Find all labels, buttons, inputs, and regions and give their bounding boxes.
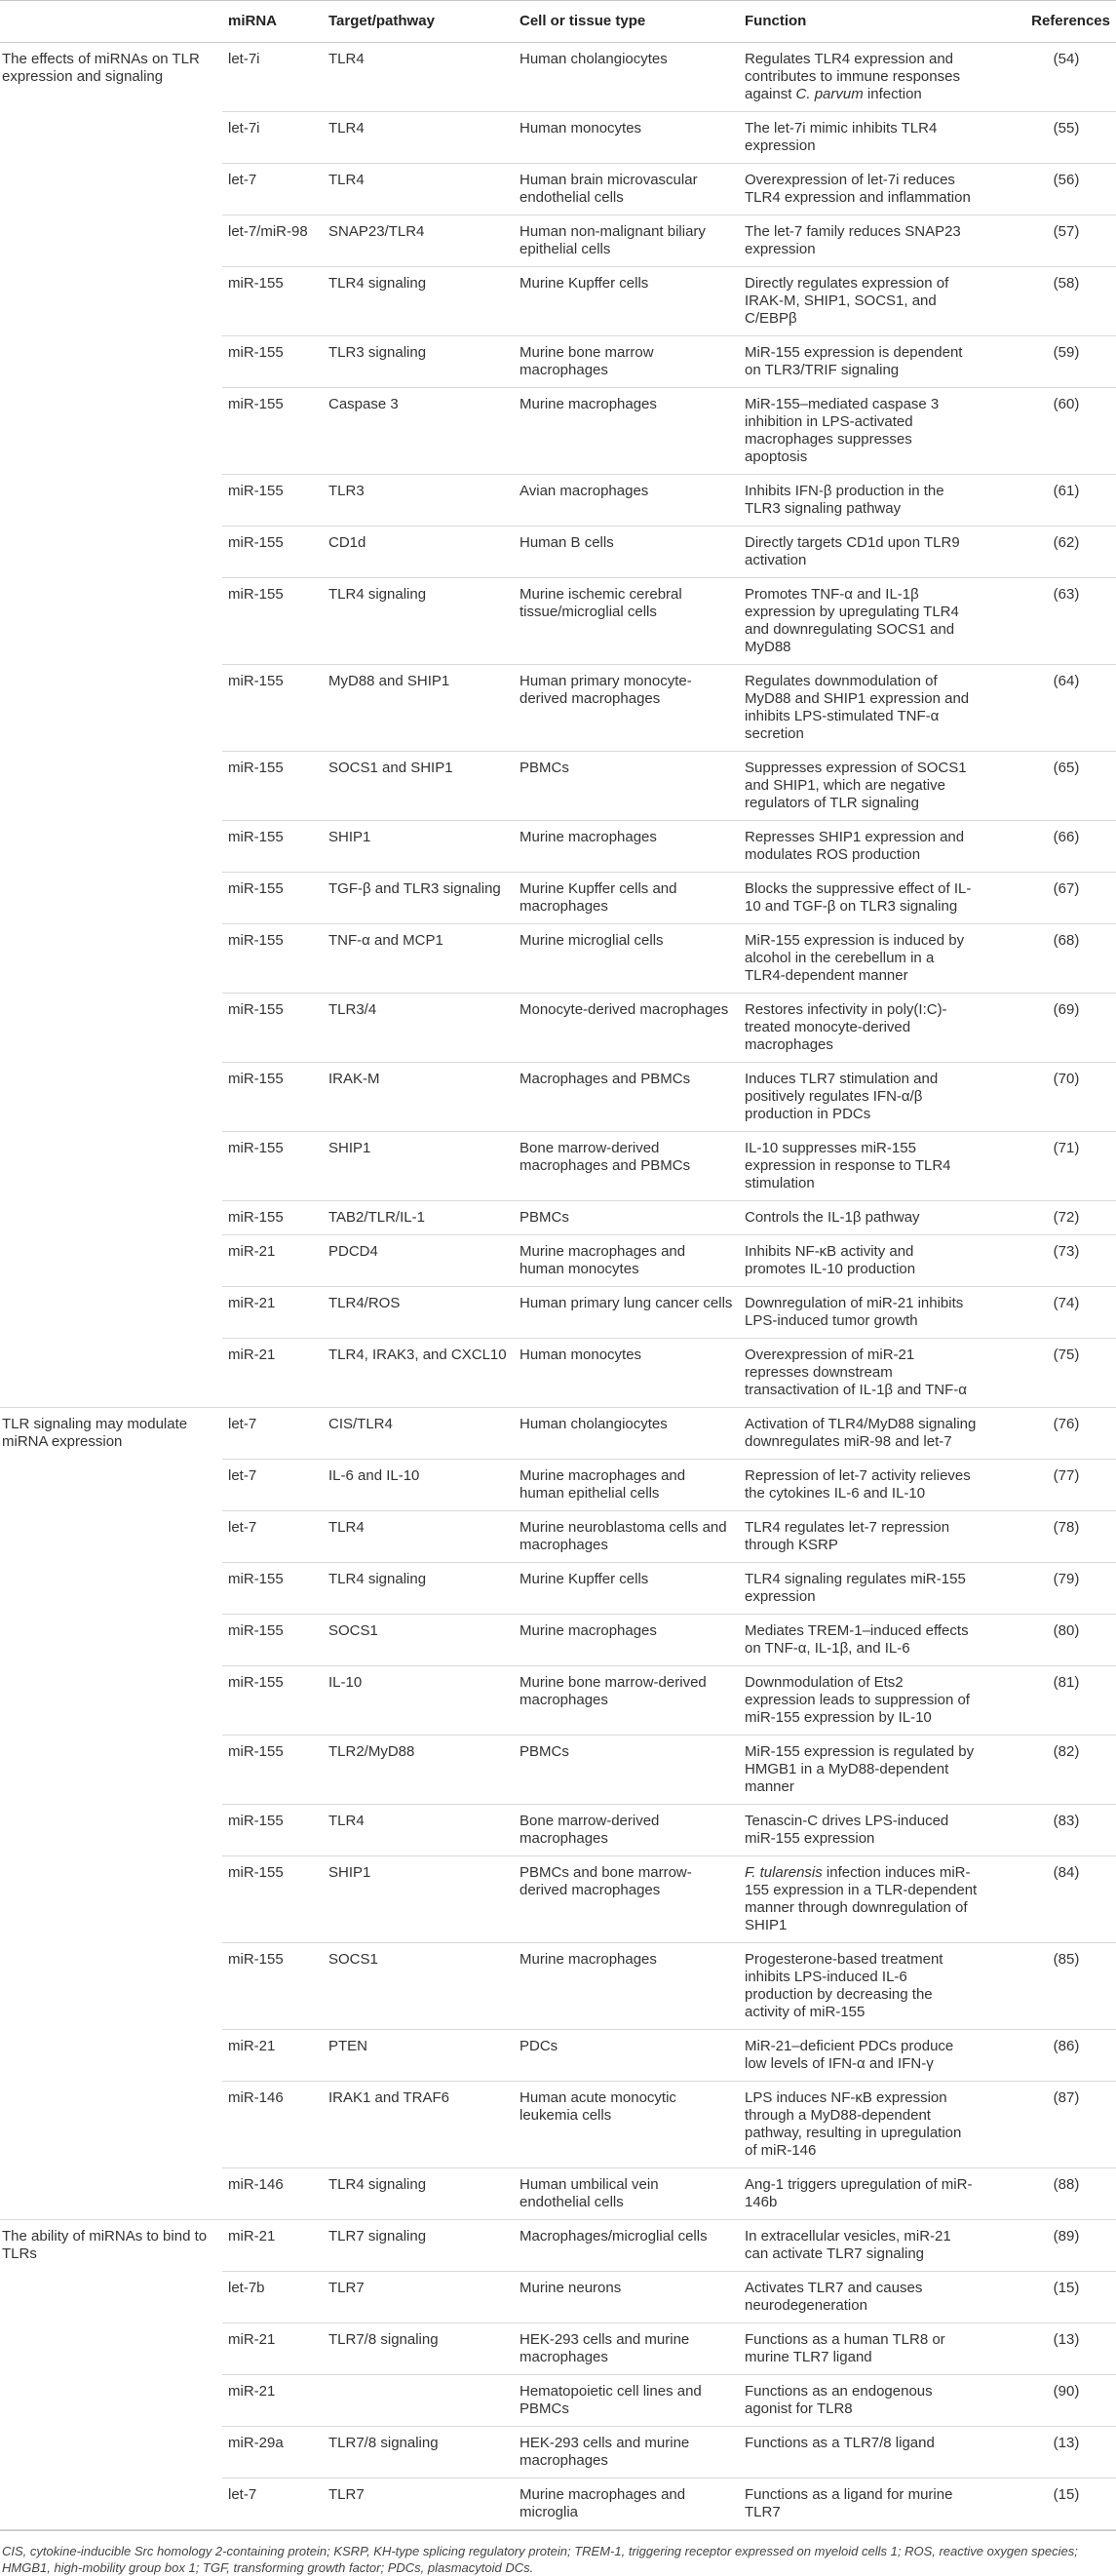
table-row bbox=[0, 2375, 1116, 2427]
header-row bbox=[0, 1, 1116, 43]
cell-target: TLR7 bbox=[323, 2272, 514, 2323]
cell-mirna: let-7i bbox=[222, 112, 323, 164]
cell-tissue: Murine macrophages bbox=[514, 388, 739, 475]
cell-target: TLR3/4 bbox=[323, 994, 514, 1063]
cell-reference: (67) bbox=[983, 873, 1116, 924]
cell-target: TLR4 bbox=[323, 164, 514, 215]
cell-function: Functions as a human TLR8 or murine TLR7 ligand bbox=[739, 2323, 983, 2375]
cell-tissue: PBMCs bbox=[514, 1736, 739, 1805]
table-row bbox=[0, 2478, 1116, 2530]
cell-mirna: miR-146 bbox=[222, 2082, 323, 2168]
cell-target: SNAP23/TLR4 bbox=[323, 215, 514, 267]
cell-function: Induces TLR7 stimulation and positively regulates IFN-α/β production in PDCs bbox=[739, 1063, 983, 1132]
table-row bbox=[0, 2220, 1116, 2272]
cell-function: MiR-155 expression is dependent on TLR3/TRIF signaling bbox=[739, 336, 983, 388]
table-row bbox=[0, 2272, 1116, 2323]
table-row bbox=[0, 821, 1116, 873]
cell-target: SOCS1 bbox=[323, 1615, 514, 1666]
cell-target: TGF-β and TLR3 signaling bbox=[323, 873, 514, 924]
cell-mirna: let-7/miR-98 bbox=[222, 215, 323, 267]
table-row bbox=[0, 527, 1116, 578]
cell-target: TLR4 bbox=[323, 1511, 514, 1563]
cell-function: MiR-155–mediated caspase 3 inhibition in LPS-activated macrophages suppresses apoptosis bbox=[739, 388, 983, 475]
header-references: References bbox=[983, 1, 1116, 43]
cell-mirna: miR-155 bbox=[222, 336, 323, 388]
cell-target: IL-10 bbox=[323, 1666, 514, 1736]
cell-mirna: miR-21 bbox=[222, 2323, 323, 2375]
cell-tissue: Murine macrophages bbox=[514, 1615, 739, 1666]
cell-reference: (15) bbox=[983, 2478, 1116, 2530]
header-function: Function bbox=[739, 1, 983, 43]
group-label bbox=[0, 1666, 222, 1736]
cell-tissue: Hematopoietic cell lines and PBMCs bbox=[514, 2375, 739, 2427]
table-row bbox=[0, 336, 1116, 388]
cell-target: TLR7 bbox=[323, 2478, 514, 2530]
cell-function: Functions as an endogenous agonist for TLR8 bbox=[739, 2375, 983, 2427]
cell-target: TLR2/MyD88 bbox=[323, 1736, 514, 1805]
cell-tissue: HEK-293 cells and murine macrophages bbox=[514, 2427, 739, 2478]
cell-reference: (73) bbox=[983, 1235, 1116, 1287]
cell-target: TLR4/ROS bbox=[323, 1287, 514, 1339]
cell-reference: (71) bbox=[983, 1132, 1116, 1201]
cell-tissue: Human monocytes bbox=[514, 112, 739, 164]
table-row bbox=[0, 873, 1116, 924]
table-row bbox=[0, 112, 1116, 164]
cell-mirna: miR-155 bbox=[222, 1615, 323, 1666]
cell-target: TLR7 signaling bbox=[323, 2220, 514, 2272]
cell-tissue: Human primary monocyte-derived macrophages bbox=[514, 665, 739, 752]
cell-function: The let-7 family reduces SNAP23 expression bbox=[739, 215, 983, 267]
cell-function: MiR-21–deficient PDCs produce low levels of IFN-α and IFN-γ bbox=[739, 2030, 983, 2082]
cell-reference: (58) bbox=[983, 267, 1116, 336]
cell-tissue: Monocyte-derived macrophages bbox=[514, 994, 739, 1063]
cell-reference: (55) bbox=[983, 112, 1116, 164]
group-label bbox=[0, 1943, 222, 2030]
group-label bbox=[0, 164, 222, 215]
cell-reference: (69) bbox=[983, 994, 1116, 1063]
cell-tissue: HEK-293 cells and murine macrophages bbox=[514, 2323, 739, 2375]
cell-reference: (65) bbox=[983, 752, 1116, 821]
group-label bbox=[0, 336, 222, 388]
group-label bbox=[0, 1201, 222, 1235]
cell-reference: (13) bbox=[983, 2427, 1116, 2478]
header-target: Target/pathway bbox=[323, 1, 514, 43]
group-label bbox=[0, 2478, 222, 2530]
cell-tissue: PBMCs and bone marrow-derived macrophages bbox=[514, 1856, 739, 1943]
cell-target: TLR3 signaling bbox=[323, 336, 514, 388]
cell-mirna: miR-155 bbox=[222, 1201, 323, 1235]
cell-reference: (74) bbox=[983, 1287, 1116, 1339]
table-row bbox=[0, 994, 1116, 1063]
table-row bbox=[0, 164, 1116, 215]
group-label: The effects of miRNAs on TLR expression and signaling bbox=[2, 51, 200, 85]
cell-target: IRAK-M bbox=[323, 1063, 514, 1132]
cell-mirna: miR-155 bbox=[222, 527, 323, 578]
group-label bbox=[0, 1339, 222, 1408]
cell-mirna: miR-155 bbox=[222, 873, 323, 924]
cell-tissue: Human primary lung cancer cells bbox=[514, 1287, 739, 1339]
cell-reference: (63) bbox=[983, 578, 1116, 665]
cell-target: SHIP1 bbox=[323, 1856, 514, 1943]
cell-mirna: miR-21 bbox=[222, 1287, 323, 1339]
cell-reference: (86) bbox=[983, 2030, 1116, 2082]
cell-target: TLR4 bbox=[323, 1805, 514, 1856]
cell-mirna: miR-155 bbox=[222, 665, 323, 752]
group-label bbox=[0, 388, 222, 475]
cell-function: Regulates downmodulation of MyD88 and SHIP1 expression and inhibits LPS-stimulated TNF-α secretion bbox=[739, 665, 983, 752]
cell-reference: (60) bbox=[983, 388, 1116, 475]
cell-function: Suppresses expression of SOCS1 and SHIP1, which are negative regulators of TLR signaling bbox=[739, 752, 983, 821]
cell-mirna: let-7 bbox=[222, 164, 323, 215]
table-row bbox=[0, 578, 1116, 665]
cell-reference: (57) bbox=[983, 215, 1116, 267]
table-row bbox=[0, 1201, 1116, 1235]
cell-reference: (61) bbox=[983, 475, 1116, 527]
group-label bbox=[0, 994, 222, 1063]
header-category bbox=[0, 1, 222, 43]
cell-tissue: Human non-malignant biliary epithelial cells bbox=[514, 215, 739, 267]
cell-function: Tenascin-C drives LPS-induced miR-155 expression bbox=[739, 1805, 983, 1856]
cell-function: MiR-155 expression is regulated by HMGB1 in a MyD88-dependent manner bbox=[739, 1736, 983, 1805]
cell-function: Ang-1 triggers upregulation of miR-146b bbox=[739, 2168, 983, 2220]
group-label bbox=[0, 112, 222, 164]
cell-function: Directly regulates expression of IRAK-M, SHIP1, SOCS1, and C/EBPβ bbox=[739, 267, 983, 336]
group-label bbox=[0, 1856, 222, 1943]
group-label bbox=[0, 665, 222, 752]
cell-function: Mediates TREM-1–induced effects on TNF-α, IL-1β, and IL-6 bbox=[739, 1615, 983, 1666]
cell-tissue: Murine macrophages and microglia bbox=[514, 2478, 739, 2530]
cell-target: TLR4 signaling bbox=[323, 267, 514, 336]
cell-function: Blocks the suppressive effect of IL-10 and TGF-β on TLR3 signaling bbox=[739, 873, 983, 924]
cell-mirna: miR-155 bbox=[222, 924, 323, 994]
group-label bbox=[0, 1563, 222, 1615]
header-cell: Cell or tissue type bbox=[514, 1, 739, 43]
table-row bbox=[0, 1511, 1116, 1563]
group-label bbox=[0, 2427, 222, 2478]
cell-target: IRAK1 and TRAF6 bbox=[323, 2082, 514, 2168]
cell-reference: (85) bbox=[983, 1943, 1116, 2030]
group-label bbox=[0, 2272, 222, 2323]
group-label bbox=[0, 1615, 222, 1666]
cell-function: Directly targets CD1d upon TLR9 activation bbox=[739, 527, 983, 578]
cell-function: Downregulation of miR-21 inhibits LPS-induced tumor growth bbox=[739, 1287, 983, 1339]
cell-mirna: miR-155 bbox=[222, 1943, 323, 2030]
table-row bbox=[0, 1563, 1116, 1615]
table-row bbox=[0, 1132, 1116, 1201]
cell-tissue: Human monocytes bbox=[514, 1339, 739, 1408]
cell-tissue: Human acute monocytic leukemia cells bbox=[514, 2082, 739, 2168]
table-row bbox=[0, 752, 1116, 821]
table-row bbox=[0, 924, 1116, 994]
cell-function: F. tularensis infection induces miR-155 expression in a TLR-dependent manner through downregulation of SHIP1 bbox=[739, 1856, 983, 1943]
group-label bbox=[0, 1805, 222, 1856]
cell-target bbox=[323, 2375, 514, 2427]
cell-function: Functions as a ligand for murine TLR7 bbox=[739, 2478, 983, 2530]
cell-function: Promotes TNF-α and IL-1β expression by upregulating TLR4 and downregulating SOCS1 and MyD88 bbox=[739, 578, 983, 665]
cell-function: Represses SHIP1 expression and modulates ROS production bbox=[739, 821, 983, 873]
group-label bbox=[0, 527, 222, 578]
cell-tissue: Murine neurons bbox=[514, 2272, 739, 2323]
cell-mirna: miR-155 bbox=[222, 1736, 323, 1805]
table-row bbox=[0, 1943, 1116, 2030]
cell-function: IL-10 suppresses miR-155 expression in response to TLR4 stimulation bbox=[739, 1132, 983, 1201]
table-row bbox=[0, 1460, 1116, 1511]
table-row bbox=[0, 2427, 1116, 2478]
cell-function: MiR-155 expression is induced by alcohol in the cerebellum in a TLR4-dependent manner bbox=[739, 924, 983, 994]
cell-tissue: Murine bone marrow macrophages bbox=[514, 336, 739, 388]
cell-mirna: miR-155 bbox=[222, 821, 323, 873]
cell-function: In extracellular vesicles, miR-21 can activate TLR7 signaling bbox=[739, 2220, 983, 2272]
cell-mirna: miR-155 bbox=[222, 475, 323, 527]
table-row bbox=[0, 267, 1116, 336]
cell-tissue: Murine bone marrow-derived macrophages bbox=[514, 1666, 739, 1736]
cell-reference: (68) bbox=[983, 924, 1116, 994]
table-row bbox=[0, 1063, 1116, 1132]
group-label bbox=[0, 2082, 222, 2168]
cell-target: TLR4, IRAK3, and CXCL10 bbox=[323, 1339, 514, 1408]
header-mirna: miRNA bbox=[222, 1, 323, 43]
table-row bbox=[0, 2030, 1116, 2082]
cell-tissue: Murine Kupffer cells bbox=[514, 267, 739, 336]
table-body bbox=[0, 43, 1116, 2530]
cell-target: TAB2/TLR/IL-1 bbox=[323, 1201, 514, 1235]
cell-reference: (62) bbox=[983, 527, 1116, 578]
cell-reference: (76) bbox=[983, 1408, 1116, 1460]
cell-tissue: Murine macrophages bbox=[514, 821, 739, 873]
cell-tissue: Avian macrophages bbox=[514, 475, 739, 527]
cell-mirna: miR-155 bbox=[222, 578, 323, 665]
cell-reference: (54) bbox=[983, 43, 1116, 112]
cell-mirna: miR-155 bbox=[222, 994, 323, 1063]
cell-reference: (88) bbox=[983, 2168, 1116, 2220]
cell-target: CIS/TLR4 bbox=[323, 1408, 514, 1460]
table-footnote: CIS, cytokine-inducible Src homology 2-containing protein; KSRP, KH-type splicing regulatory protein; TREM-1, triggering receptor expressed on myeloid cells 1; ROS, reactive oxygen species; HMGB1, high-mobility group box 1; TGF, transforming growth factor; PDCs, plasmacytoid DCs. bbox=[0, 2530, 1116, 2576]
cell-target: Caspase 3 bbox=[323, 388, 514, 475]
table-row bbox=[0, 1408, 1116, 1460]
group-label bbox=[0, 475, 222, 527]
cell-target: TLR4 bbox=[323, 43, 514, 112]
table-row bbox=[0, 1736, 1116, 1805]
cell-mirna: let-7 bbox=[222, 1511, 323, 1563]
cell-target: TLR7/8 signaling bbox=[323, 2427, 514, 2478]
table-row bbox=[0, 1287, 1116, 1339]
cell-mirna: miR-155 bbox=[222, 267, 323, 336]
cell-function: Activation of TLR4/MyD88 signaling downregulates miR-98 and let-7 bbox=[739, 1408, 983, 1460]
cell-function: Restores infectivity in poly(I:C)-treated monocyte-derived macrophages bbox=[739, 994, 983, 1063]
cell-reference: (75) bbox=[983, 1339, 1116, 1408]
cell-mirna: let-7 bbox=[222, 1408, 323, 1460]
cell-reference: (84) bbox=[983, 1856, 1116, 1943]
group-label bbox=[0, 873, 222, 924]
cell-tissue: Murine macrophages bbox=[514, 1943, 739, 2030]
cell-mirna: miR-21 bbox=[222, 2220, 323, 2272]
cell-reference: (78) bbox=[983, 1511, 1116, 1563]
cell-function: Inhibits IFN-β production in the TLR3 signaling pathway bbox=[739, 475, 983, 527]
cell-function: Functions as a TLR7/8 ligand bbox=[739, 2427, 983, 2478]
cell-tissue: Murine macrophages and human monocytes bbox=[514, 1235, 739, 1287]
cell-tissue: Human umbilical vein endothelial cells bbox=[514, 2168, 739, 2220]
group-label bbox=[0, 1736, 222, 1805]
cell-tissue: Macrophages/microglial cells bbox=[514, 2220, 739, 2272]
cell-mirna: miR-155 bbox=[222, 1132, 323, 1201]
table-row bbox=[0, 1235, 1116, 1287]
group-label bbox=[0, 1132, 222, 1201]
cell-tissue: PBMCs bbox=[514, 752, 739, 821]
table-row bbox=[0, 2168, 1116, 2220]
group-label bbox=[0, 752, 222, 821]
cell-tissue: Human B cells bbox=[514, 527, 739, 578]
cell-tissue: Human brain microvascular endothelial cells bbox=[514, 164, 739, 215]
cell-mirna: miR-155 bbox=[222, 388, 323, 475]
cell-tissue: Bone marrow-derived macrophages bbox=[514, 1805, 739, 1856]
cell-mirna: let-7 bbox=[222, 2478, 323, 2530]
group-label bbox=[0, 2030, 222, 2082]
cell-tissue: Murine neuroblastoma cells and macrophages bbox=[514, 1511, 739, 1563]
group-label bbox=[0, 578, 222, 665]
cell-function: TLR4 regulates let-7 repression through KSRP bbox=[739, 1511, 983, 1563]
cell-tissue: Murine macrophages and human epithelial cells bbox=[514, 1460, 739, 1511]
cell-reference: (82) bbox=[983, 1736, 1116, 1805]
cell-mirna: miR-21 bbox=[222, 2030, 323, 2082]
cell-target: PDCD4 bbox=[323, 1235, 514, 1287]
group-label bbox=[0, 267, 222, 336]
cell-tissue: Macrophages and PBMCs bbox=[514, 1063, 739, 1132]
cell-target: SOCS1 and SHIP1 bbox=[323, 752, 514, 821]
cell-reference: (87) bbox=[983, 2082, 1116, 2168]
table-row bbox=[0, 43, 1116, 112]
cell-target: TLR4 signaling bbox=[323, 578, 514, 665]
table-row bbox=[0, 1666, 1116, 1736]
cell-mirna: miR-21 bbox=[222, 1339, 323, 1408]
cell-mirna: miR-21 bbox=[222, 2375, 323, 2427]
cell-reference: (72) bbox=[983, 1201, 1116, 1235]
group-label bbox=[0, 821, 222, 873]
cell-reference: (70) bbox=[983, 1063, 1116, 1132]
cell-target: SHIP1 bbox=[323, 821, 514, 873]
cell-function: Downmodulation of Ets2 expression leads to suppression of miR-155 expression by IL-10 bbox=[739, 1666, 983, 1736]
table-row bbox=[0, 2082, 1116, 2168]
cell-reference: (13) bbox=[983, 2323, 1116, 2375]
cell-target: SOCS1 bbox=[323, 1943, 514, 2030]
cell-tissue: Bone marrow-derived macrophages and PBMCs bbox=[514, 1132, 739, 1201]
cell-tissue: Human cholangiocytes bbox=[514, 43, 739, 112]
cell-reference: (64) bbox=[983, 665, 1116, 752]
cell-function: Controls the IL-1β pathway bbox=[739, 1201, 983, 1235]
cell-reference: (15) bbox=[983, 2272, 1116, 2323]
cell-reference: (80) bbox=[983, 1615, 1116, 1666]
group-label bbox=[0, 1063, 222, 1132]
cell-tissue: Murine ischemic cerebral tissue/microglial cells bbox=[514, 578, 739, 665]
cell-reference: (90) bbox=[983, 2375, 1116, 2427]
cell-mirna: miR-155 bbox=[222, 1563, 323, 1615]
cell-function: Repression of let-7 activity relieves the cytokines IL-6 and IL-10 bbox=[739, 1460, 983, 1511]
cell-target: TLR7/8 signaling bbox=[323, 2323, 514, 2375]
cell-function: Inhibits NF-κB activity and promotes IL-10 production bbox=[739, 1235, 983, 1287]
cell-tissue: Human cholangiocytes bbox=[514, 1408, 739, 1460]
group-label bbox=[0, 2323, 222, 2375]
cell-target: PTEN bbox=[323, 2030, 514, 2082]
cell-mirna: miR-155 bbox=[222, 1666, 323, 1736]
cell-target: TNF-α and MCP1 bbox=[323, 924, 514, 994]
table-row bbox=[0, 215, 1116, 267]
table-row bbox=[0, 665, 1116, 752]
cell-tissue: Murine Kupffer cells bbox=[514, 1563, 739, 1615]
group-label: TLR signaling may modulate miRNA expression bbox=[2, 1416, 188, 1450]
cell-target: TLR3 bbox=[323, 475, 514, 527]
cell-target: TLR4 bbox=[323, 112, 514, 164]
cell-mirna: miR-29a bbox=[222, 2427, 323, 2478]
cell-target: SHIP1 bbox=[323, 1132, 514, 1201]
cell-reference: (81) bbox=[983, 1666, 1116, 1736]
cell-reference: (56) bbox=[983, 164, 1116, 215]
cell-mirna: miR-21 bbox=[222, 1235, 323, 1287]
group-label bbox=[0, 215, 222, 267]
cell-target: TLR4 signaling bbox=[323, 2168, 514, 2220]
cell-mirna: miR-146 bbox=[222, 2168, 323, 2220]
cell-function: TLR4 signaling regulates miR-155 expression bbox=[739, 1563, 983, 1615]
group-label bbox=[0, 1511, 222, 1563]
cell-mirna: miR-155 bbox=[222, 1856, 323, 1943]
cell-mirna: miR-155 bbox=[222, 752, 323, 821]
cell-target: MyD88 and SHIP1 bbox=[323, 665, 514, 752]
cell-reference: (89) bbox=[983, 2220, 1116, 2272]
group-label bbox=[0, 2168, 222, 2220]
group-label bbox=[0, 924, 222, 994]
cell-reference: (79) bbox=[983, 1563, 1116, 1615]
cell-function: Regulates TLR4 expression and contributes to immune responses against C. parvum infection bbox=[739, 43, 983, 112]
cell-mirna: let-7i bbox=[222, 43, 323, 112]
cell-function: Activates TLR7 and causes neurodegeneration bbox=[739, 2272, 983, 2323]
cell-target: CD1d bbox=[323, 527, 514, 578]
cell-mirna: miR-155 bbox=[222, 1063, 323, 1132]
cell-mirna: let-7 bbox=[222, 1460, 323, 1511]
group-label bbox=[0, 1235, 222, 1287]
table-row bbox=[0, 2323, 1116, 2375]
cell-mirna: miR-155 bbox=[222, 1805, 323, 1856]
table-row bbox=[0, 475, 1116, 527]
group-label bbox=[0, 2375, 222, 2427]
group-label bbox=[0, 1460, 222, 1511]
cell-function: Progesterone-based treatment inhibits LPS-induced IL-6 production by decreasing the activity of miR-155 bbox=[739, 1943, 983, 2030]
group-label: The ability of miRNAs to bind to TLRs bbox=[2, 2228, 208, 2262]
table-row bbox=[0, 1856, 1116, 1943]
cell-function: Overexpression of miR-21 represses downstream transactivation of IL-1β and TNF-α bbox=[739, 1339, 983, 1408]
cell-reference: (66) bbox=[983, 821, 1116, 873]
group-label bbox=[0, 1287, 222, 1339]
cell-function: Overexpression of let-7i reduces TLR4 expression and inflammation bbox=[739, 164, 983, 215]
cell-reference: (59) bbox=[983, 336, 1116, 388]
cell-function: LPS induces NF-κB expression through a MyD88-dependent pathway, resulting in upregulation of miR-146 bbox=[739, 2082, 983, 2168]
cell-tissue: Murine microglial cells bbox=[514, 924, 739, 994]
table-row bbox=[0, 1615, 1116, 1666]
cell-tissue: PBMCs bbox=[514, 1201, 739, 1235]
cell-reference: (77) bbox=[983, 1460, 1116, 1511]
cell-tissue: PDCs bbox=[514, 2030, 739, 2082]
cell-mirna: let-7b bbox=[222, 2272, 323, 2323]
cell-target: TLR4 signaling bbox=[323, 1563, 514, 1615]
cell-tissue: Murine Kupffer cells and macrophages bbox=[514, 873, 739, 924]
table-row bbox=[0, 1805, 1116, 1856]
cell-function: The let-7i mimic inhibits TLR4 expression bbox=[739, 112, 983, 164]
table-row bbox=[0, 1339, 1116, 1408]
table-row bbox=[0, 388, 1116, 475]
cell-target: IL-6 and IL-10 bbox=[323, 1460, 514, 1511]
cell-reference: (83) bbox=[983, 1805, 1116, 1856]
